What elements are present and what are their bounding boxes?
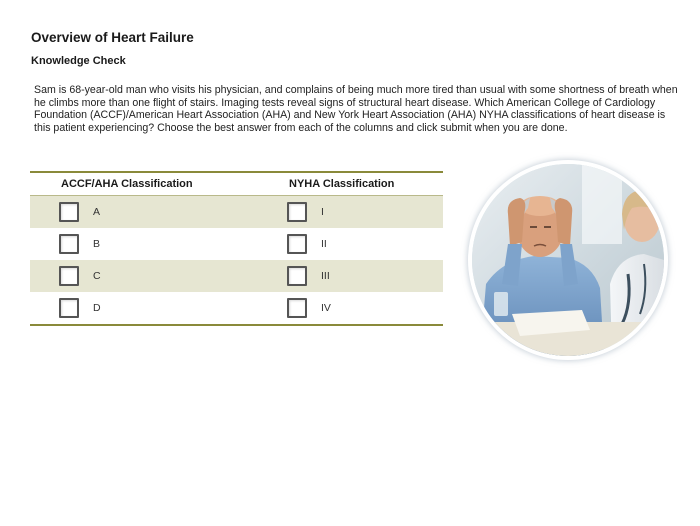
nyha-option-label: IV bbox=[321, 302, 331, 314]
nyha-checkbox-ii[interactable] bbox=[287, 234, 307, 254]
accf-checkbox-c[interactable] bbox=[59, 266, 79, 286]
nyha-option-iii[interactable] bbox=[287, 266, 330, 286]
nyha-checkbox-iv[interactable] bbox=[287, 298, 307, 318]
accf-option-d[interactable] bbox=[59, 298, 101, 318]
section-subtitle: Knowledge Check bbox=[31, 55, 126, 67]
table-row bbox=[30, 196, 443, 228]
accf-option-label: A bbox=[93, 206, 101, 218]
table-row bbox=[30, 260, 443, 292]
accf-option-label: C bbox=[93, 270, 101, 282]
accf-option-a[interactable] bbox=[59, 202, 100, 222]
nyha-checkbox-i[interactable] bbox=[287, 202, 307, 222]
accf-checkbox-d[interactable] bbox=[59, 298, 79, 318]
accf-checkbox-b[interactable] bbox=[59, 234, 79, 254]
classification-table bbox=[30, 171, 443, 326]
accf-checkbox-a[interactable] bbox=[59, 202, 79, 222]
accf-option-c[interactable] bbox=[59, 266, 101, 286]
nyha-option-label: III bbox=[321, 270, 330, 282]
nyha-checkbox-iii[interactable] bbox=[287, 266, 307, 286]
nyha-option-i[interactable] bbox=[287, 202, 324, 222]
accf-option-label: D bbox=[93, 302, 101, 314]
photo-illustration bbox=[472, 164, 664, 356]
nyha-option-ii[interactable] bbox=[287, 234, 327, 254]
table-row bbox=[30, 228, 443, 260]
table-row bbox=[30, 292, 443, 324]
nyha-option-iv[interactable] bbox=[287, 298, 331, 318]
doctor-patient-photo bbox=[472, 164, 664, 356]
nyha-header: NYHA Classification bbox=[289, 178, 395, 190]
accf-option-b[interactable] bbox=[59, 234, 100, 254]
question-text: Sam is 68-year-old man who visits his physician, and complains of being much more tired than usual with some shortness of breath when he climbs more than one flight of stairs. Imaging tests reveal signs of structural heart disease. Which American College of Cardiology Foundation (ACCF)/American Heart Association (AHA) and New York Heart Association (AHA) NYHA classifications of heart disease is this patient experiencing? Choose the best answer from each of the columns and click submit when you are done. bbox=[34, 84, 678, 134]
accf-option-label: B bbox=[93, 238, 101, 250]
page-title: Overview of Heart Failure bbox=[31, 30, 194, 45]
nyha-option-label: II bbox=[321, 238, 327, 250]
nyha-option-label: I bbox=[321, 206, 324, 218]
table-header bbox=[30, 173, 443, 196]
accf-header: ACCF/AHA Classification bbox=[61, 178, 193, 190]
